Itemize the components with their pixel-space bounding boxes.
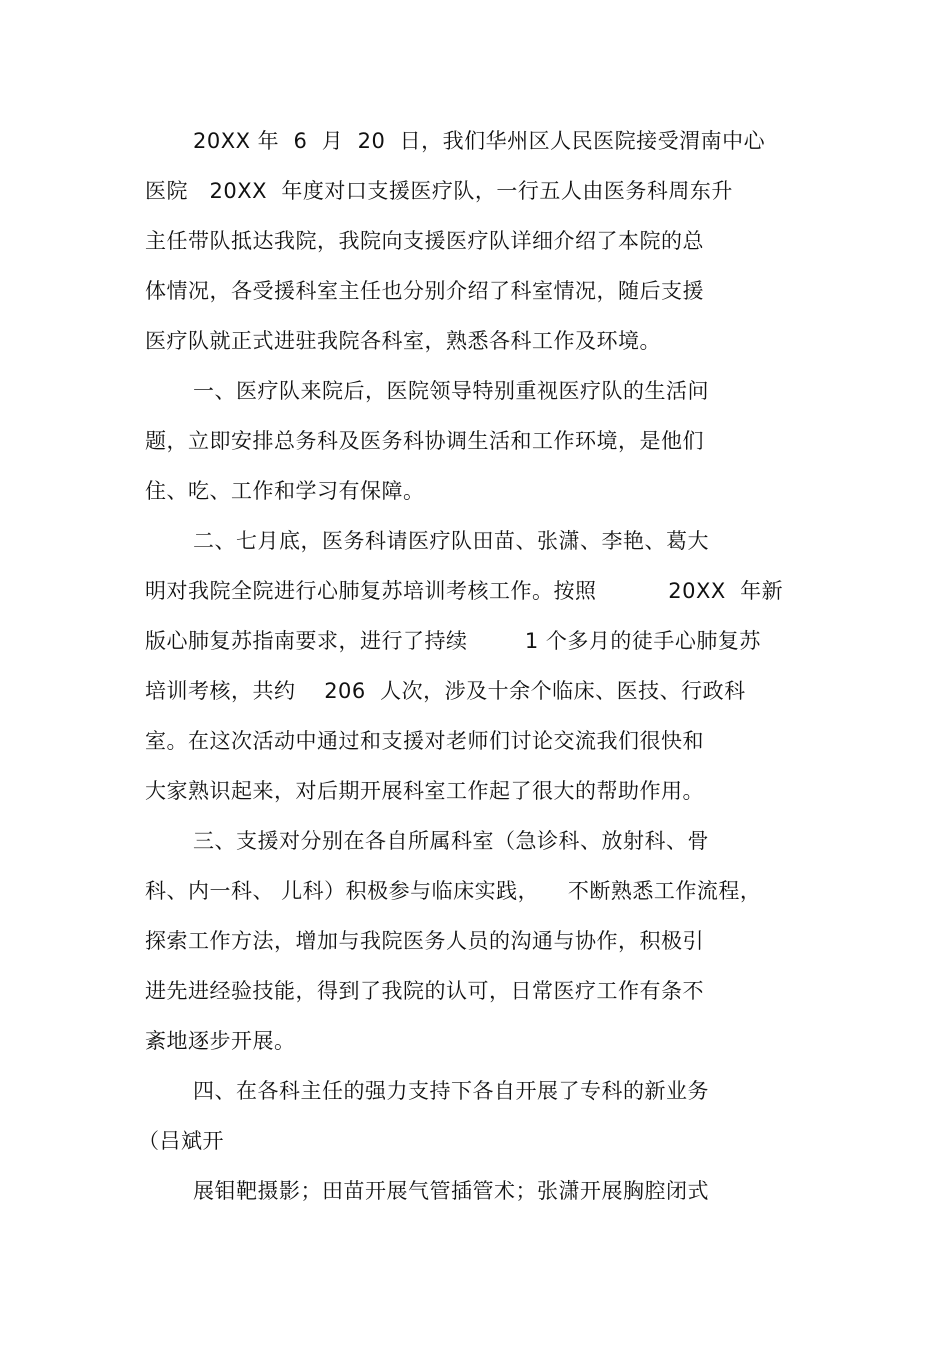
text-line: 版心肺复苏指南要求，进行了持续 1 个多月的徒手心肺复苏	[145, 629, 761, 653]
text-line: 进先进经验技能，得到了我院的认可，日常医疗工作有条不	[145, 979, 704, 1003]
text-line: 大家熟识起来，对后期开展科室工作起了很大的帮助作用。	[145, 779, 704, 803]
text-line: 三、支援对分别在各自所属科室（急诊科、放射科、骨	[193, 829, 709, 853]
text-line: 培训考核，共约 206 人次，涉及十余个临床、医技、行政科	[145, 679, 746, 703]
text-line: 科、内一科、 儿科）积极参与临床实践， 不断熟悉工作流程，	[145, 879, 762, 903]
text-line: 二、七月底，医务科请医疗队田苗、张潇、李艳、葛大	[193, 529, 709, 553]
text-line: （吕斌开	[138, 1129, 224, 1153]
text-line: 展钼靶摄影；田苗开展气管插管术；张潇开展胸腔闭式	[193, 1179, 709, 1203]
text-line: 室。在这次活动中通过和支援对老师们讨论交流我们很快和	[145, 729, 704, 753]
text-line: 探索工作方法，增加与我院医务人员的沟通与协作，积极引	[145, 929, 704, 953]
text-line: 紊地逐步开展。	[145, 1029, 296, 1053]
text-line: 体情况，各受援科室主任也分别介绍了科室情况，随后支援	[145, 279, 704, 303]
text-line: 四、在各科主任的强力支持下各自开展了专科的新业务	[193, 1079, 709, 1103]
text-line: 住、吃、工作和学习有保障。	[145, 479, 425, 503]
text-line: 明对我院全院进行心肺复苏培训考核工作。按照 20XX 年新	[145, 579, 784, 603]
text-line: 一、医疗队来院后，医院领导特别重视医疗队的生活问	[193, 379, 709, 403]
text-line: 医疗队就正式进驻我院各科室，熟悉各科工作及环境。	[145, 329, 661, 353]
text-line: 医院 20XX 年度对口支援医疗队，一行五人由医务科周东升	[145, 179, 733, 203]
text-line: 主任带队抵达我院，我院向支援医疗队详细介绍了本院的总	[145, 229, 704, 253]
text-line: 20XX 年 6 月 20 日，我们华州区人民医院接受渭南中心	[193, 129, 766, 153]
text-line: 题，立即安排总务科及医务科协调生活和工作环境，是他们	[145, 429, 704, 453]
